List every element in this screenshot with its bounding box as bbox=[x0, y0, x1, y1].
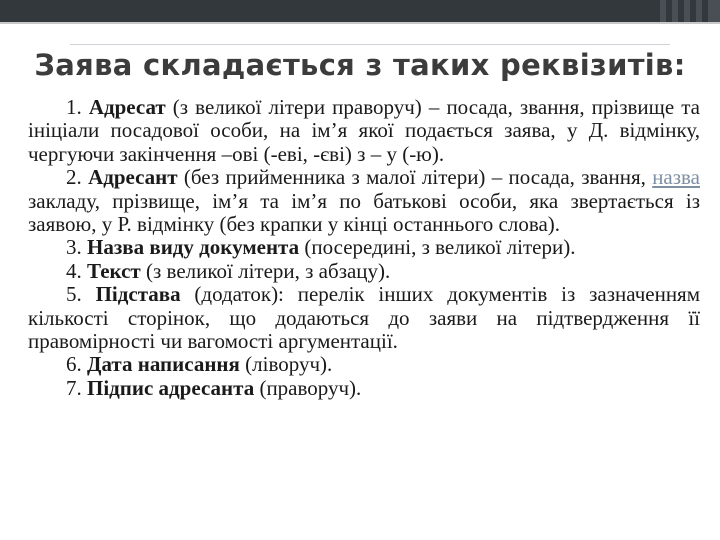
item-number: 2. bbox=[66, 165, 82, 190]
item-number: 7. bbox=[66, 375, 82, 400]
top-bar-shadow bbox=[0, 22, 720, 24]
top-bar-segment bbox=[672, 0, 678, 22]
requisites-list bbox=[28, 96, 700, 400]
item-description-continued: закладу, прізвище, ім’я та ім’я по батькові особи, яка звертається із заявою, у Р. відмінку (без крапки у кінці останнього слова). bbox=[28, 188, 700, 237]
item-term: Адресант bbox=[88, 165, 178, 190]
list-item-basis bbox=[28, 283, 700, 353]
item-number: 4. bbox=[66, 258, 82, 283]
slide-top-bar bbox=[0, 0, 720, 22]
item-description: (з великої літери, з абзацу). bbox=[140, 258, 391, 283]
item-description: (з великої літери праворуч) – посада, звання, прізвище та ініціали посадової особи, на ім’я якої подається заява, у Д. відмінку, чергуючи закінчення –ові (-еві, -єві) з – у (-ю). bbox=[28, 95, 700, 166]
item-number: 6. bbox=[66, 352, 82, 377]
list-item-document-type bbox=[28, 236, 700, 259]
list-item-text bbox=[28, 260, 700, 283]
top-bar-segment bbox=[708, 0, 720, 22]
top-bar-segment bbox=[660, 0, 666, 22]
top-bar-segment bbox=[684, 0, 690, 22]
list-item-date bbox=[28, 353, 700, 376]
item-number: 5. bbox=[66, 282, 82, 307]
item-description: (ліворуч). bbox=[239, 352, 333, 377]
list-item-signature bbox=[28, 377, 700, 400]
top-bar-segment bbox=[696, 0, 702, 22]
item-number: 3. bbox=[66, 235, 82, 260]
list-item-adresant bbox=[28, 166, 700, 236]
item-number: 1. bbox=[66, 95, 82, 119]
highlighted-word: назва bbox=[652, 165, 701, 190]
item-term: Назва виду документа bbox=[87, 235, 300, 260]
item-description: (додаток): перелік інших документів із зазначенням кількості сторінок, що додаються до заяви на підтвердження її правомірності чи вагомості аргументації. bbox=[28, 282, 701, 354]
item-term: Адресат bbox=[88, 95, 166, 119]
item-description: (без прийменника з малої літери) – посада, звання, bbox=[177, 165, 653, 190]
list-item-adresat bbox=[28, 96, 700, 166]
item-description: (посередині, з великої літери). bbox=[299, 235, 576, 260]
title-divider bbox=[70, 44, 670, 45]
slide-title: Заява складається з таких реквізитів: bbox=[34, 48, 686, 82]
item-description: (праворуч). bbox=[254, 375, 362, 400]
item-term: Підпис адресанта bbox=[87, 375, 255, 400]
item-term: Дата написання bbox=[87, 352, 240, 377]
item-term: Підстава bbox=[95, 282, 181, 307]
item-term: Текст bbox=[87, 258, 141, 283]
